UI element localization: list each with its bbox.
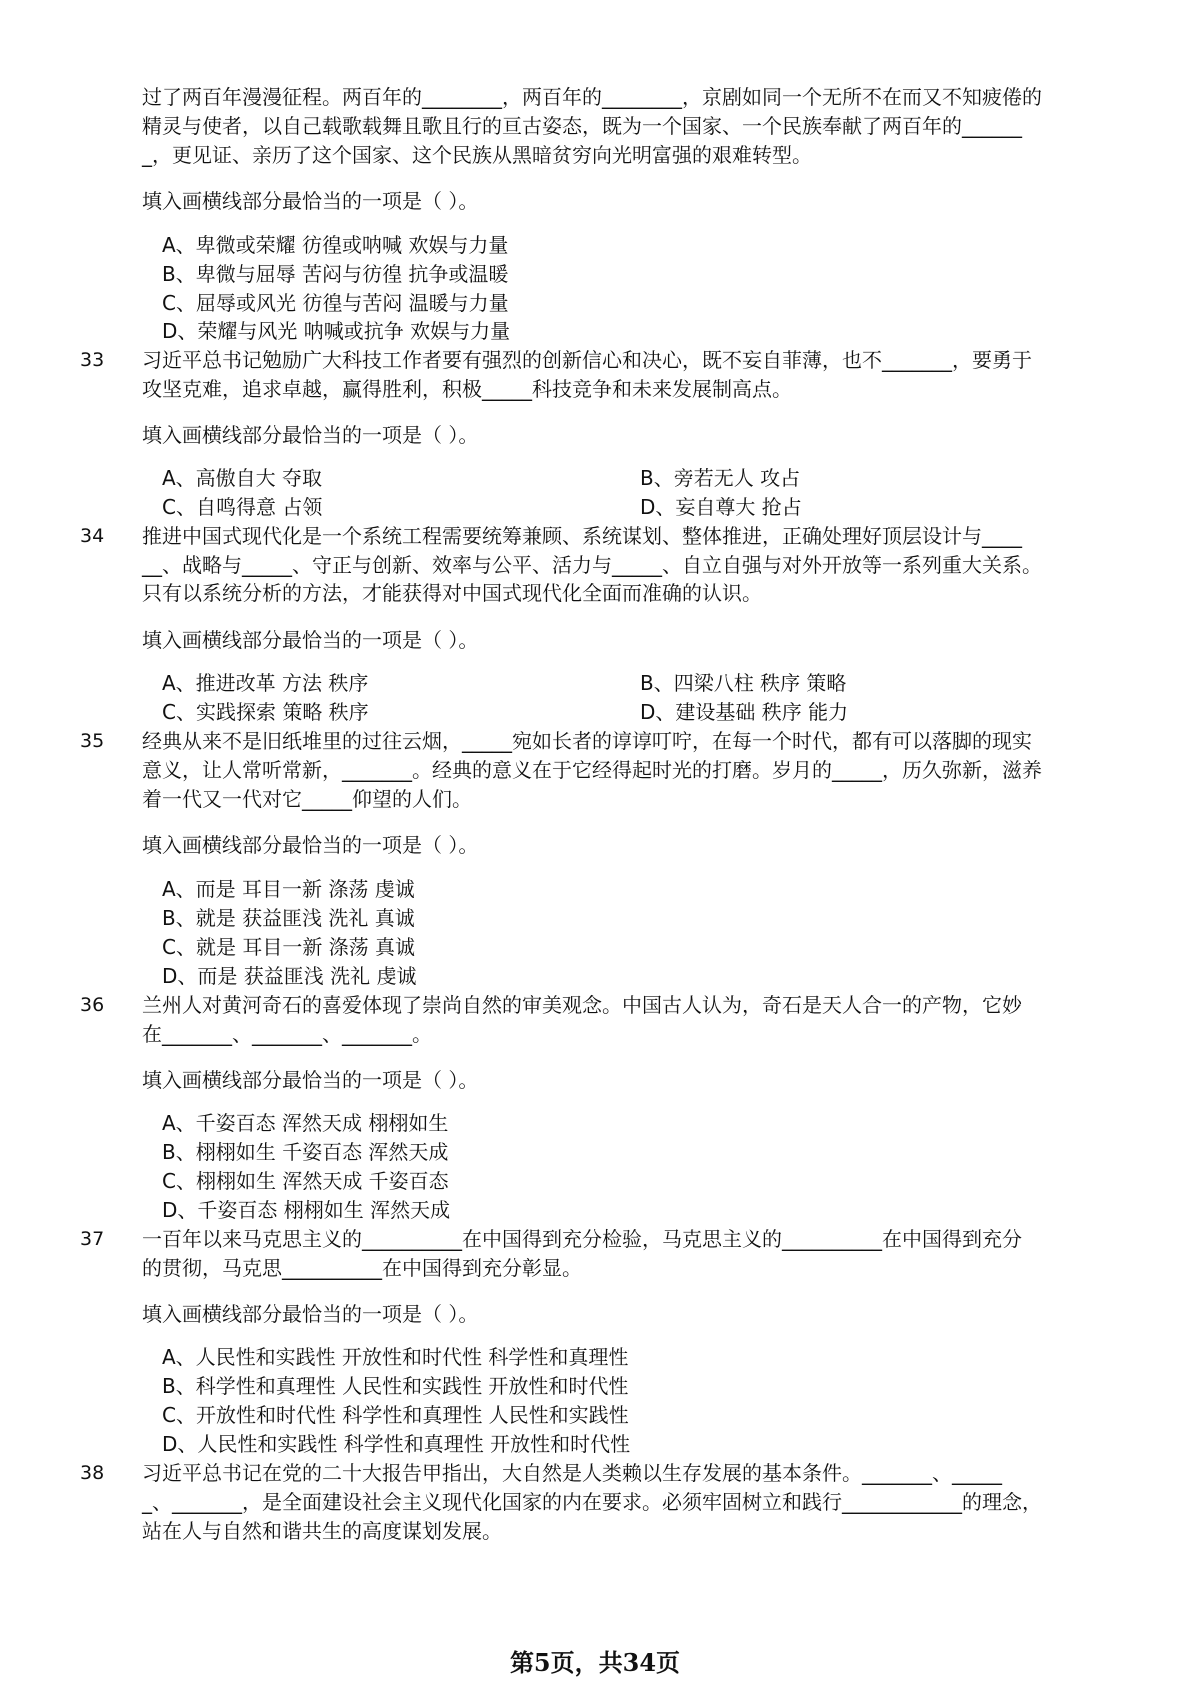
option-b: B、卑微与屈辱 苦闷与彷徨 抗争或温暖 [162, 262, 509, 286]
option-b: B、旁若无人 攻占 [640, 466, 801, 490]
passage-line: 精灵与使者，以自己载歌载舞且歌且行的亘古姿态，既为一个国家、一个民族奉献了两百年的______ [142, 114, 1022, 138]
question-number: 37 [80, 1228, 105, 1250]
option-c: C、实践探索 策略 秩序 [162, 700, 369, 724]
passage-line: 的贯彻，马克思__________在中国得到充分彰显。 [142, 1256, 582, 1280]
passage-line: 推进中国式现代化是一个系统工程需要统筹兼顾、系统谋划、整体推进，正确处理好顶层设计与____ [142, 524, 1022, 548]
option-b: B、四梁八柱 秩序 策略 [640, 671, 847, 695]
option-c: C、开放性和时代性 科学性和真理性 人民性和实践性 [162, 1403, 629, 1427]
question-prompt: 填入画横线部分最恰当的一项是（ ）。 [142, 1302, 479, 1326]
passage-line: 站在人与自然和谐共生的高度谋划发展。 [142, 1519, 502, 1543]
question-prompt: 填入画横线部分最恰当的一项是（ ）。 [142, 423, 479, 447]
passage-line: 习近平总书记在党的二十大报告甲指出，大自然是人类赖以生存发展的基本条件。_______、_____ [142, 1461, 1002, 1485]
passage-line: 过了两百年漫漫征程。两百年的________，两百年的________，京剧如同一个无所不在而又不知疲倦的 [142, 85, 1042, 109]
passage-line: 经典从来不是旧纸堆里的过往云烟，_____宛如长者的谆谆叮咛，在每一个时代，都有可以落脚的现实 [142, 729, 1032, 753]
option-c: C、就是 耳目一新 涤荡 真诚 [162, 935, 416, 959]
passage-line: _，更见证、亲历了这个国家、这个民族从黑暗贫穷向光明富强的艰难转型。 [142, 143, 812, 167]
option-d: D、而是 获益匪浅 洗礼 虔诚 [162, 964, 417, 988]
option-a: A、高傲自大 夺取 [162, 466, 323, 490]
question-prompt: 填入画横线部分最恰当的一项是（ ）。 [142, 628, 479, 652]
question-number: 36 [80, 994, 105, 1016]
option-b: B、科学性和真理性 人民性和实践性 开放性和时代性 [162, 1374, 629, 1398]
option-c: C、屈辱或风光 彷徨与苦闷 温暖与力量 [162, 291, 509, 315]
passage-line: 意义，让人常听常新，_______。经典的意义在于它经得起时光的打磨。岁月的_____，历久弥新，滋养 [142, 758, 1042, 782]
question-prompt: 填入画横线部分最恰当的一项是（ ）。 [142, 833, 479, 857]
passage-line: 着一代又一代对它_____仰望的人们。 [142, 787, 472, 811]
option-d: D、人民性和实践性 科学性和真理性 开放性和时代性 [162, 1432, 631, 1456]
question-number: 38 [80, 1462, 105, 1484]
option-a: A、人民性和实践性 开放性和时代性 科学性和真理性 [162, 1345, 629, 1369]
option-c: C、栩栩如生 浑然天成 千姿百态 [162, 1169, 449, 1193]
option-a: A、而是 耳目一新 涤荡 虔诚 [162, 877, 415, 901]
question-prompt: 填入画横线部分最恰当的一项是（ ）。 [142, 1068, 479, 1092]
option-d: D、千姿百态 栩栩如生 浑然天成 [162, 1198, 451, 1222]
question-prompt: 填入画横线部分最恰当的一项是（ ）。 [142, 189, 479, 213]
option-d: D、荣耀与风光 呐喊或抗争 欢娱与力量 [162, 319, 511, 343]
passage-line: 攻坚克难，追求卓越，赢得胜利，积极_____科技竞争和未来发展制高点。 [142, 377, 792, 401]
question-number: 33 [80, 349, 105, 371]
passage-line: 习近平总书记勉励广大科技工作者要有强烈的创新信心和决心，既不妄自菲薄，也不_______，要勇于 [142, 348, 1032, 372]
passage-line: 在_______、_______、_______。 [142, 1022, 432, 1046]
question-number: 35 [80, 730, 105, 752]
option-c: C、自鸣得意 占领 [162, 495, 323, 519]
page-footer: 第5页，共34页 [509, 1648, 681, 1677]
option-b: B、就是 获益匪浅 洗礼 真诚 [162, 906, 415, 930]
passage-line: _、_______，是全面建设社会主义现代化国家的内在要求。必须牢固树立和践行____________的理念， [142, 1490, 1042, 1514]
passage-line: 只有以系统分析的方法，才能获得对中国式现代化全面而准确的认识。 [142, 581, 762, 605]
passage-line: 一百年以来马克思主义的__________在中国得到充分检验，马克思主义的__________在中国得到充分 [142, 1227, 1022, 1251]
option-d: D、妄自尊大 抢占 [640, 495, 802, 519]
option-a: A、卑微或荣耀 彷徨或呐喊 欢娱与力量 [162, 233, 509, 257]
passage-line: 兰州人对黄河奇石的喜爱体现了崇尚自然的审美观念。中国古人认为，奇石是天人合一的产物，它妙 [142, 993, 1022, 1017]
option-b: B、栩栩如生 千姿百态 浑然天成 [162, 1140, 449, 1164]
option-a: A、千姿百态 浑然天成 栩栩如生 [162, 1111, 449, 1135]
option-a: A、推进改革 方法 秩序 [162, 671, 369, 695]
passage-line: __、战略与_____、守正与创新、效率与公平、活力与_____、自立自强与对外开放等一系列重大关系。 [142, 553, 1042, 577]
option-d: D、建设基础 秩序 能力 [640, 700, 849, 724]
question-number: 34 [80, 525, 105, 547]
